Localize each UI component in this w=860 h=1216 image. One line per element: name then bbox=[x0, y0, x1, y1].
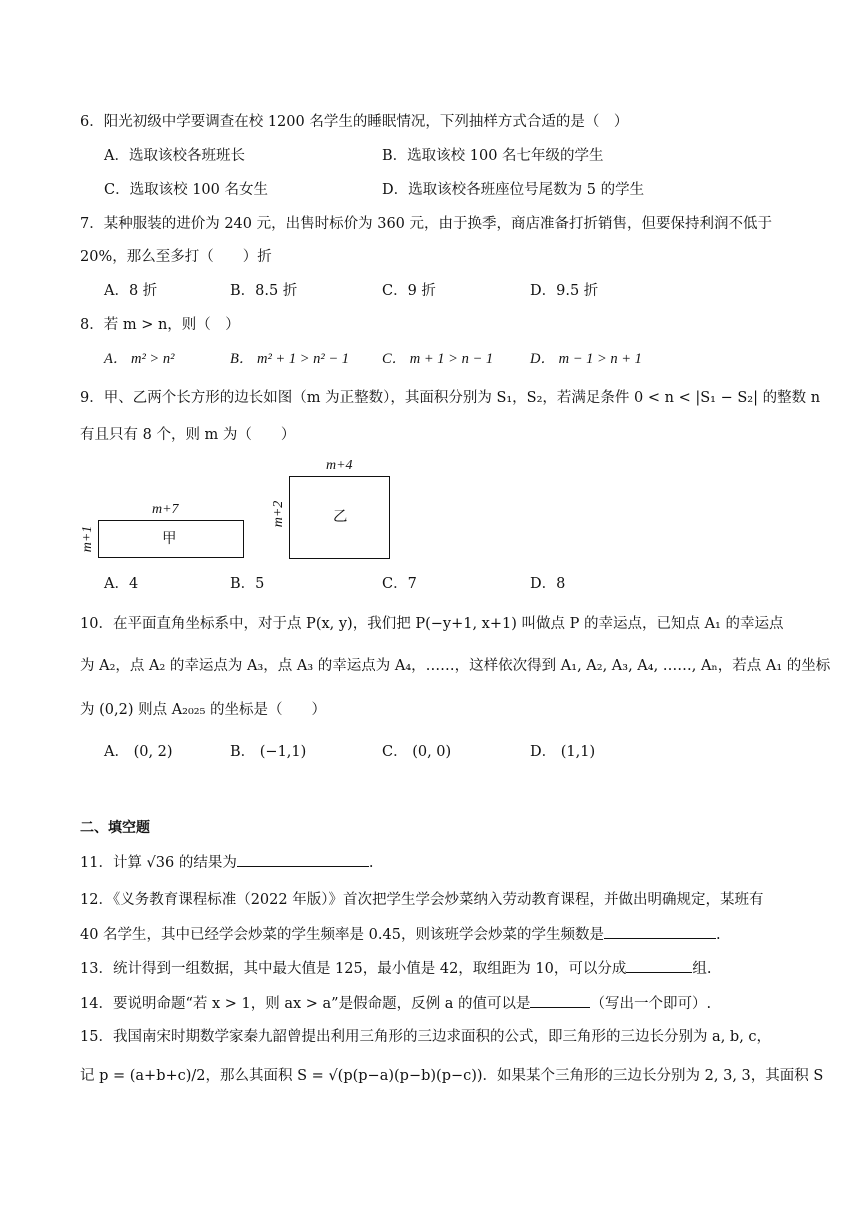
q10-stem-line2: 为 A₂，点 A₂ 的幸运点为 A₃，点 A₃ 的幸运点为 A₄，……，这样依次得到 A₁, A₂, A₃, A₄, ……, Aₙ，若点 A₁ 的坐标 bbox=[80, 658, 831, 674]
q9-option-c[interactable]: C．7 bbox=[382, 576, 417, 592]
q12-period: . bbox=[715, 927, 721, 943]
q9-stem-line1: 9．甲、乙两个长方形的边长如图（m 为正整数），其面积分别为 S₁，S₂，若满足条件 0 < n < |S₁ − S₂| 的整数 n bbox=[80, 390, 821, 406]
q9-option-d[interactable]: D．8 bbox=[530, 576, 566, 592]
q13-text: 13．统计得到一组数据，其中最大值是 125，最小值是 42，取组距为 10，可以分成 bbox=[80, 961, 627, 977]
q8-option-a[interactable]: A． m² > n² bbox=[104, 351, 175, 367]
q6-option-d[interactable]: D．选取该校各班座位号尾数为 5 的学生 bbox=[382, 182, 645, 198]
q14 bbox=[80, 993, 711, 1014]
q12-text: 40 名学生，其中已经学会炒菜的学生频率是 0.45，则该班学会炒菜的学生频数是 bbox=[80, 927, 604, 943]
q14-answer-blank[interactable] bbox=[530, 993, 590, 1008]
q6-option-a[interactable]: A．选取该校各班班长 bbox=[104, 148, 245, 164]
yi-side-label: m+2 bbox=[271, 500, 286, 528]
q6-option-b[interactable]: B．选取该校 100 名七年级的学生 bbox=[382, 148, 604, 164]
q10-stem-line3: 为 (0,2) 则点 A₂₀₂₅ 的坐标是（ ） bbox=[80, 702, 327, 718]
jia-name: 甲 bbox=[162, 531, 177, 547]
q10-option-c[interactable]: C． (0, 0) bbox=[382, 744, 452, 760]
q12-answer-blank[interactable] bbox=[604, 924, 716, 939]
q13 bbox=[80, 958, 711, 979]
q8-option-d[interactable]: D． m − 1 > n + 1 bbox=[530, 351, 642, 367]
q7-option-d[interactable]: D．9.5 折 bbox=[530, 283, 599, 299]
q10-stem-line1: 10．在平面直角坐标系中，对于点 P(x, y)，我们把 P(−y+1, x+1) 叫做点 P 的幸运点，已知点 A₁ 的幸运点 bbox=[80, 616, 784, 632]
q11 bbox=[80, 852, 373, 873]
q7-stem-line1: 7．某种服装的进价为 240 元，出售时标价为 360 元，由于换季，商店准备打折销售，但要保持利润不低于 bbox=[80, 216, 773, 232]
jia-top-label: m+7 bbox=[152, 502, 179, 517]
q6-option-c[interactable]: C．选取该校 100 名女生 bbox=[104, 182, 268, 198]
q10-option-d[interactable]: D． (1,1) bbox=[530, 744, 596, 760]
q11-text: 11．计算 √36 的结果为 bbox=[80, 855, 237, 871]
q10-option-a[interactable]: A． (0, 2) bbox=[104, 744, 173, 760]
yi-top-label: m+4 bbox=[326, 458, 353, 473]
q7-option-b[interactable]: B．8.5 折 bbox=[230, 283, 298, 299]
q7-option-a[interactable]: A．8 折 bbox=[104, 283, 158, 299]
yi-name: 乙 bbox=[333, 509, 348, 525]
q9-option-a[interactable]: A．4 bbox=[104, 576, 139, 592]
q13-answer-blank[interactable] bbox=[626, 958, 692, 973]
q8-option-c[interactable]: C． m + 1 > n − 1 bbox=[382, 351, 494, 367]
q15-stem-line2: 记 p = (a+b+c)/2，那么其面积 S = √(p(p−a)(p−b)(p−c))．如果某个三角形的三边长分别为 2, 3, 3，其面积 S bbox=[80, 1068, 824, 1084]
q12-line2 bbox=[80, 924, 721, 945]
q9-option-b[interactable]: B．5 bbox=[230, 576, 265, 592]
q7-option-c[interactable]: C．9 折 bbox=[382, 283, 436, 299]
q12-stem-line1: 12．《义务教育课程标准（2022 年版）》首次把学生学会炒菜纳入劳动教育课程，并做出明确规定，某班有 bbox=[80, 892, 764, 908]
section-fill-in-heading: 二、填空题 bbox=[80, 820, 150, 836]
q11-answer-blank[interactable] bbox=[237, 852, 369, 867]
q6-stem: 6．阳光初级中学要调查在校 1200 名学生的睡眠情况，下列抽样方式合适的是（ ） bbox=[80, 114, 629, 130]
q8-option-b[interactable]: B． m² + 1 > n² − 1 bbox=[230, 351, 350, 367]
q15-stem-line1: 15．我国南宋时期数学家秦九韶曾提出利用三角形的三边求面积的公式，即三角形的三边长分别为 a, b, c， bbox=[80, 1029, 772, 1045]
q14-text: 14．要说明命题“若 x > 1，则 ax > a”是假命题，反例 a 的值可以是 bbox=[80, 996, 531, 1012]
q14-suffix: （写出一个即可）. bbox=[590, 996, 712, 1012]
q7-stem-line2: 20%，那么至多打（ ）折 bbox=[80, 249, 272, 265]
q11-period: . bbox=[368, 855, 374, 871]
q8-stem: 8．若 m > n，则（ ） bbox=[80, 317, 240, 333]
q9-stem-line2: 有且只有 8 个，则 m 为（ ） bbox=[80, 427, 296, 443]
q13-suffix: 组. bbox=[692, 961, 712, 977]
q10-option-b[interactable]: B． (−1,1) bbox=[230, 744, 307, 760]
jia-side-label: m+1 bbox=[80, 525, 95, 553]
